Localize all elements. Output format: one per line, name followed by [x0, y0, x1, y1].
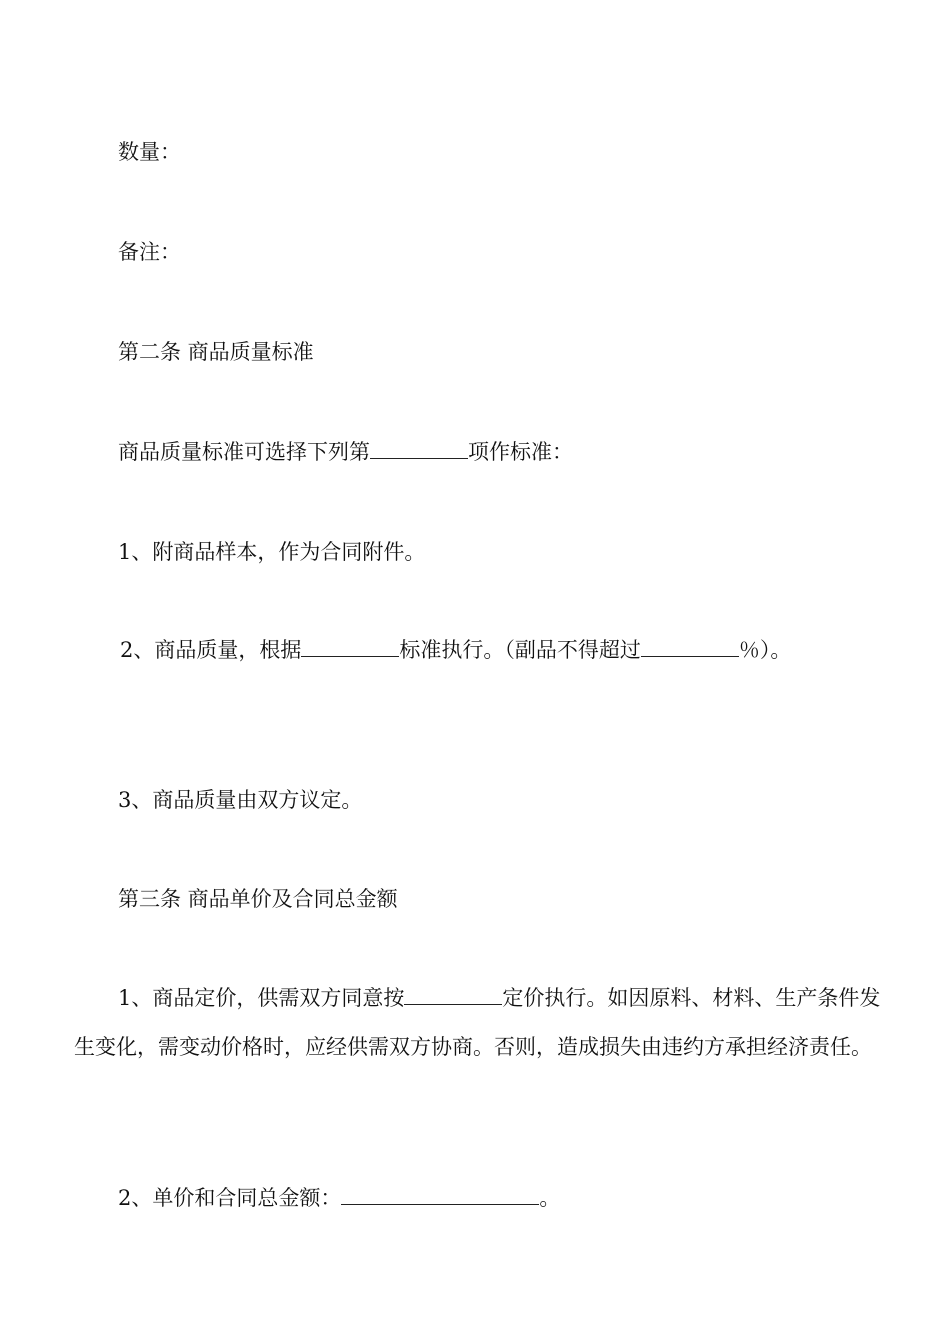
- article2-intro-text-after: 项作标准：: [468, 440, 573, 464]
- article2-item2-part2: 标准执行。（副品不得超过: [399, 638, 641, 662]
- article3-item2: [118, 1183, 560, 1213]
- article2-intro: [118, 437, 573, 467]
- article2-item2-part1: 2、商品质量，根据: [120, 638, 302, 662]
- article2-item1: 1、附商品样本，作为合同附件。: [118, 540, 426, 564]
- article3-heading: 第三条 商品单价及合同总金额: [118, 887, 398, 911]
- fill-blank-total-amount[interactable]: [341, 1186, 539, 1205]
- article3-item1-text-before: 1、商品定价，供需双方同意按: [118, 986, 405, 1010]
- fill-blank-pricing-basis[interactable]: [404, 986, 502, 1005]
- article3-item1-text-after: 定价执行。如因原料、材料、生产条件发生变化，需变动价格时，应经供需双方协商。否则，造成损失由违约方承担经济责任。: [74, 986, 881, 1059]
- article3-item2-text-after: 。: [539, 1186, 561, 1210]
- remarks-label: 备注：: [118, 240, 181, 264]
- article2-heading: 第二条 商品质量标准: [118, 340, 314, 364]
- article2-item2: [120, 635, 791, 665]
- article3-item1: [74, 974, 882, 1072]
- article2-intro-text-before: 商品质量标准可选择下列第: [118, 440, 370, 464]
- article3-item2-text-before: 2、单价和合同总金额：: [118, 1186, 342, 1210]
- quantity-label: 数量：: [118, 140, 181, 164]
- article2-item3: 3、商品质量由双方议定。: [118, 788, 363, 812]
- fill-blank-quality-standard[interactable]: [301, 638, 399, 657]
- article2-item2-part3: ％）。: [738, 638, 792, 662]
- fill-blank-defect-percentage[interactable]: [641, 638, 739, 657]
- fill-blank-standard-number[interactable]: [370, 440, 468, 459]
